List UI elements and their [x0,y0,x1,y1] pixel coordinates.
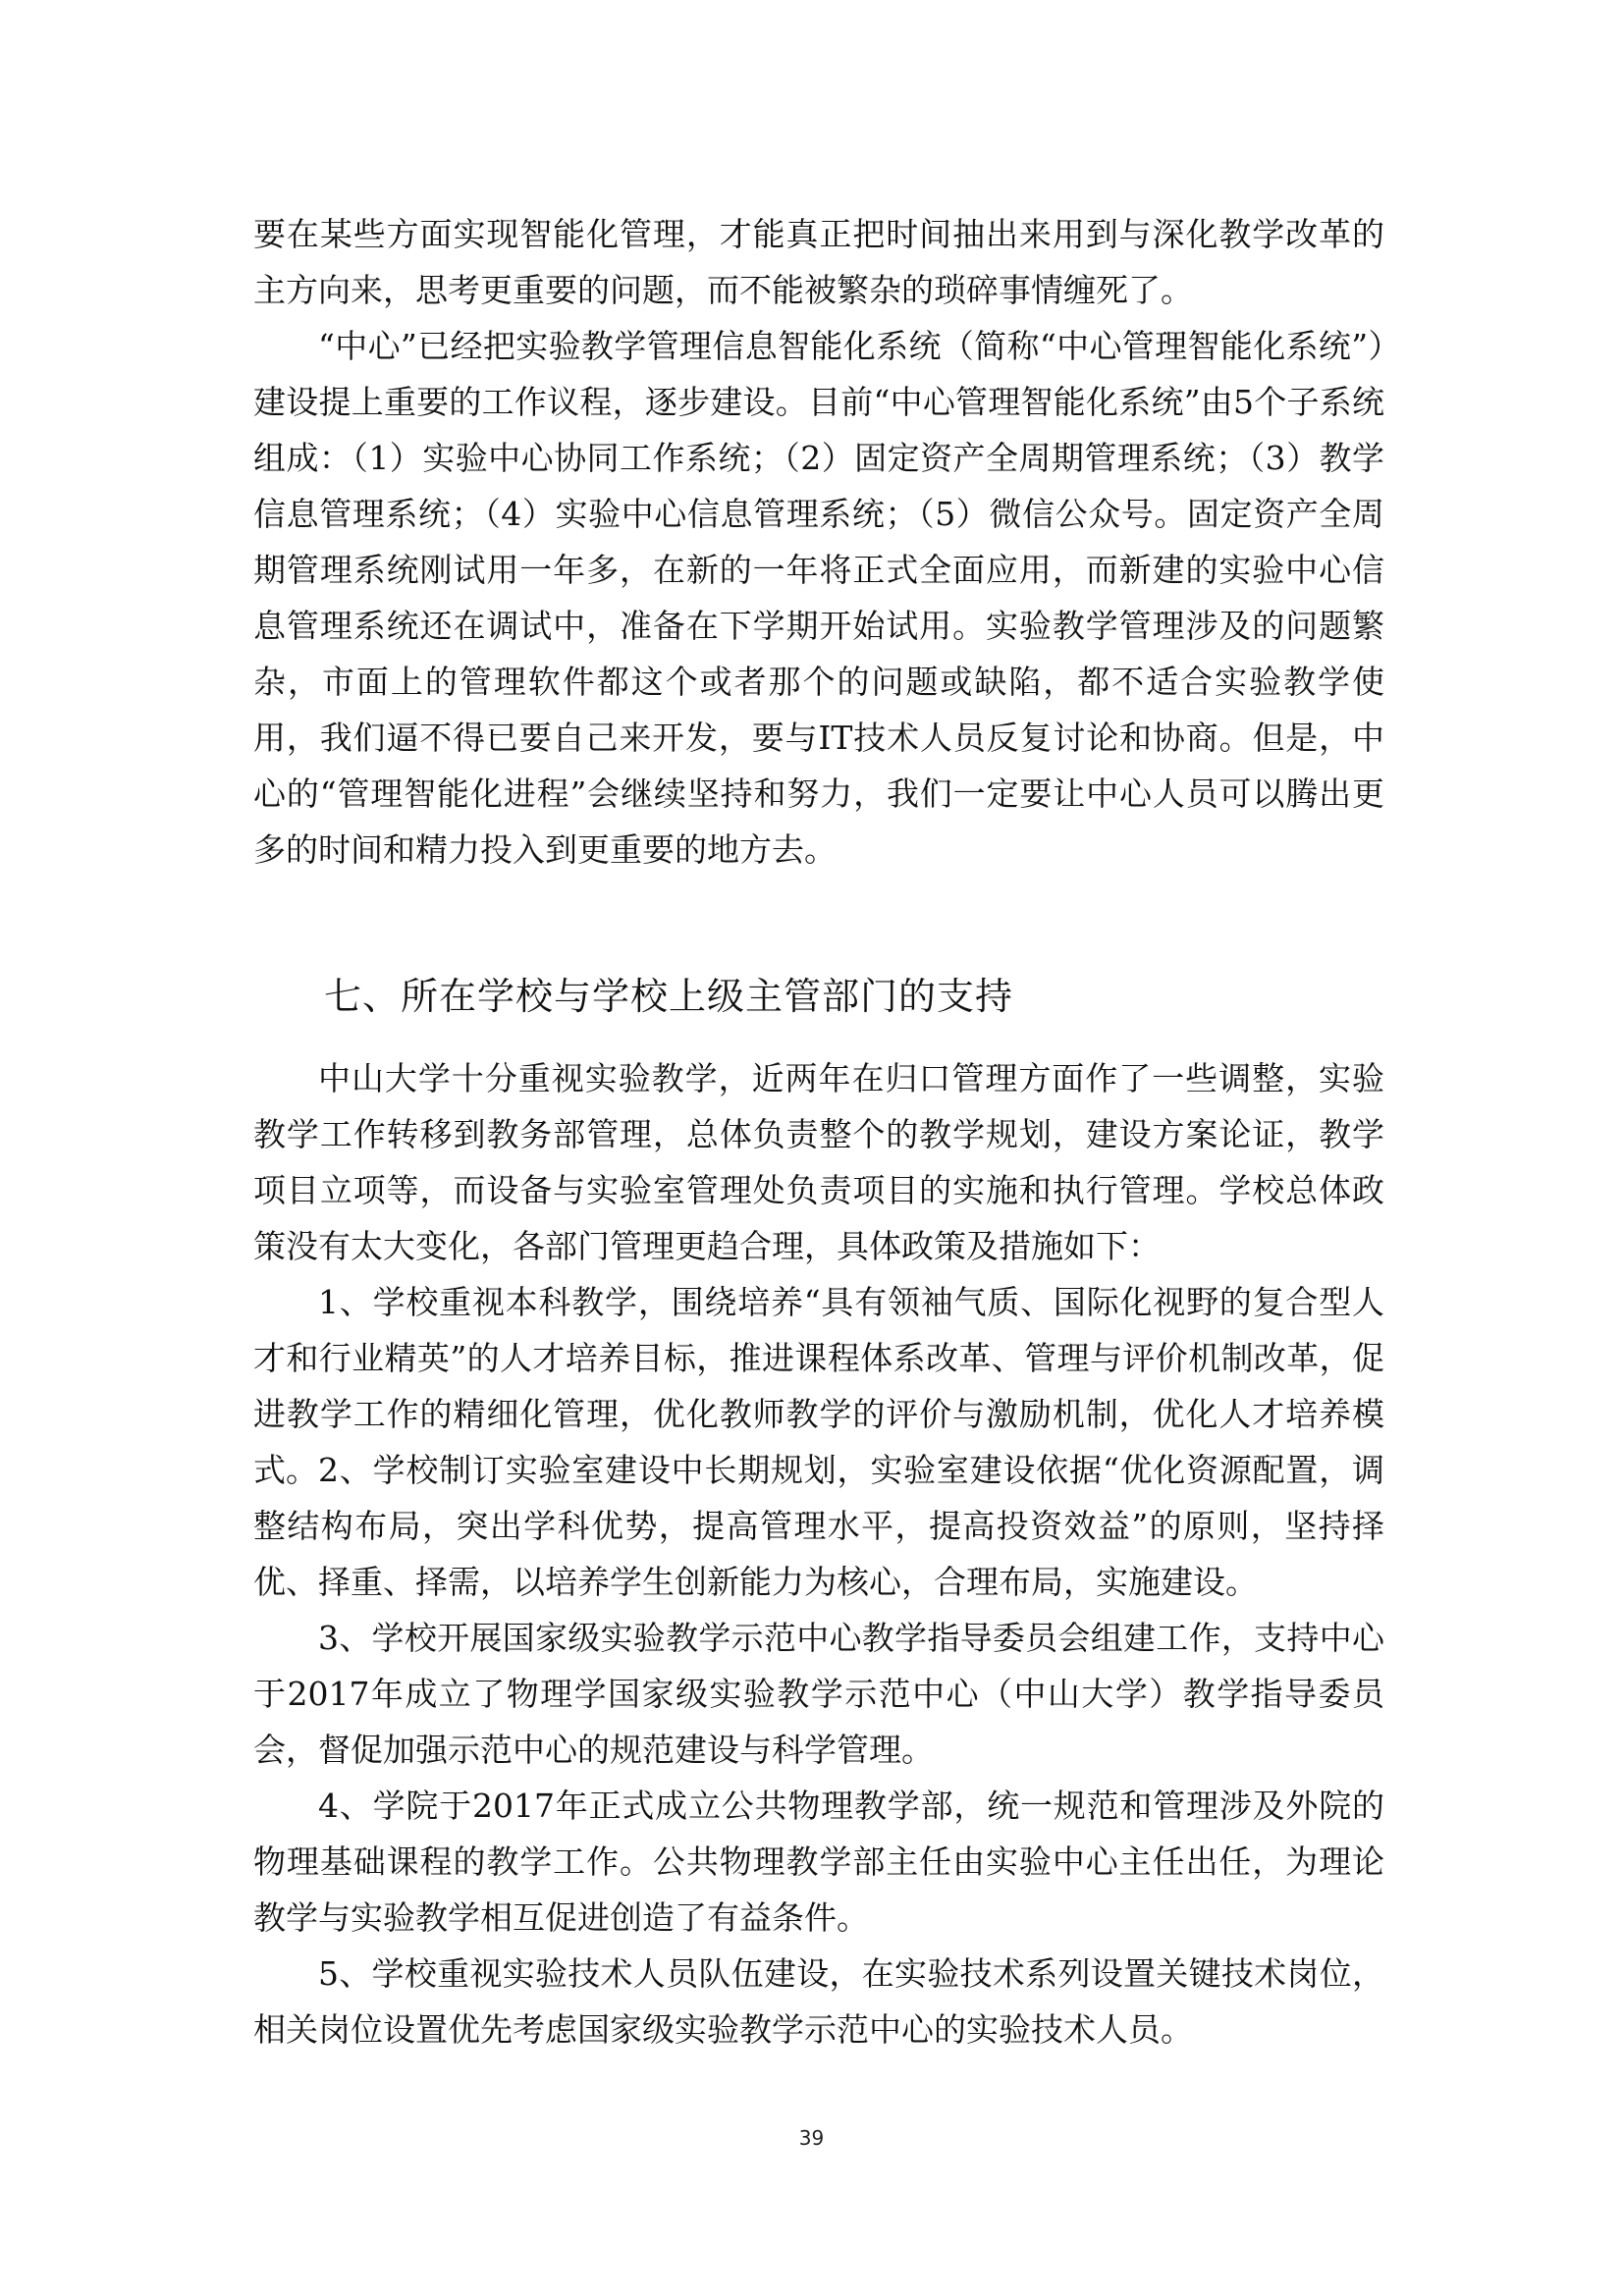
paragraph-item-4: 4、学院于2017年正式成立公共物理教学部，统一规范和管理涉及外院的物理基础课程的教学工作。公共物理教学部主任由实验中心主任出任，为理论教学与实验教学相互促进创造了有益条件。 [253,1787,1384,1937]
paragraph-item-2: 2、学校制订实验室建设中长期规划，实验室建设依据“优化资源配置，调整结构布局，突出学科优势，提高管理水平，提高投资效益”的原则，坚持择优、择重、择需，以培养学生创新能力为核心，合理布局，实施建设。 [253,1451,1384,1601]
paragraph-section-intro: 中山大学十分重视实验教学，近两年在归口管理方面作了一些调整，实验教学工作转移到教务部管理，总体负责整个的教学规划，建设方案论证，教学项目立项等，而设备与实验室管理处负责项目的实施和执行管理。学校总体政策没有太大变化，各部门管理更趋合理，具体政策及措施如下： [253,1059,1384,1265]
paragraph-item-1: 1、学校重视本科教学，围绕培养“具有领袖气质、国际化视野的复合型人才和行业精英”的人才培养目标，推进课程体系改革、管理与评价机制改革，促进教学工作的精细化管理，优化教师教学的评价与激励机制，优化人才培养模式。 [253,1283,1384,1489]
section-heading: 七、所在学校与学校上级主管部门的支持 [324,975,1014,1018]
paragraph-continued: 要在某些方面实现智能化管理，才能真正把时间抽出来用到与深化教学改革的主方向来，思考更重要的问题，而不能被繁杂的琐碎事情缠死了。 [253,215,1384,309]
page-number: 39 [798,2126,825,2150]
paragraph-item-3: 3、学校开展国家级实验教学示范中心教学指导委员会组建工作，支持中心于2017年成立了物理学国家级实验教学示范中心（中山大学）教学指导委员会，督促加强示范中心的规范建设与科学管理。 [253,1619,1384,1769]
paragraph-item-5: 5、学校重视实验技术人员队伍建设，在实验技术系列设置关键技术岗位，相关岗位设置优先考虑国家级实验教学示范中心的实验技术人员。 [253,1954,1384,2049]
paragraph-management-system: “中心”已经把实验教学管理信息智能化系统（简称“中心管理智能化系统”）建设提上重要的工作议程，逐步建设。目前“中心管理智能化系统”由5个子系统组成：（1）实验中心协同工作系统；（2）固定资产全周期管理系统；（3）教学信息管理系统；（4）实验中心信息管理系统；（5）微信公众号。固定资产全周期管理系统刚试用一年多，在新的一年将正式全面应用，而新建的实验中心信息管理系统还在调试中，准备在下学期开始试用。实验教学管理涉及的问题繁杂，市面上的管理软件都这个或者那个的问题或缺陷，都不适合实验教学使用，我们逼不得已要自己来开发，要与IT技术人员反复讨论和协商。但是，中心的“管理智能化进程”会继续坚持和努力，我们一定要让中心人员可以腾出更多的时间和精力投入到更重要的地方去。 [253,327,1384,869]
